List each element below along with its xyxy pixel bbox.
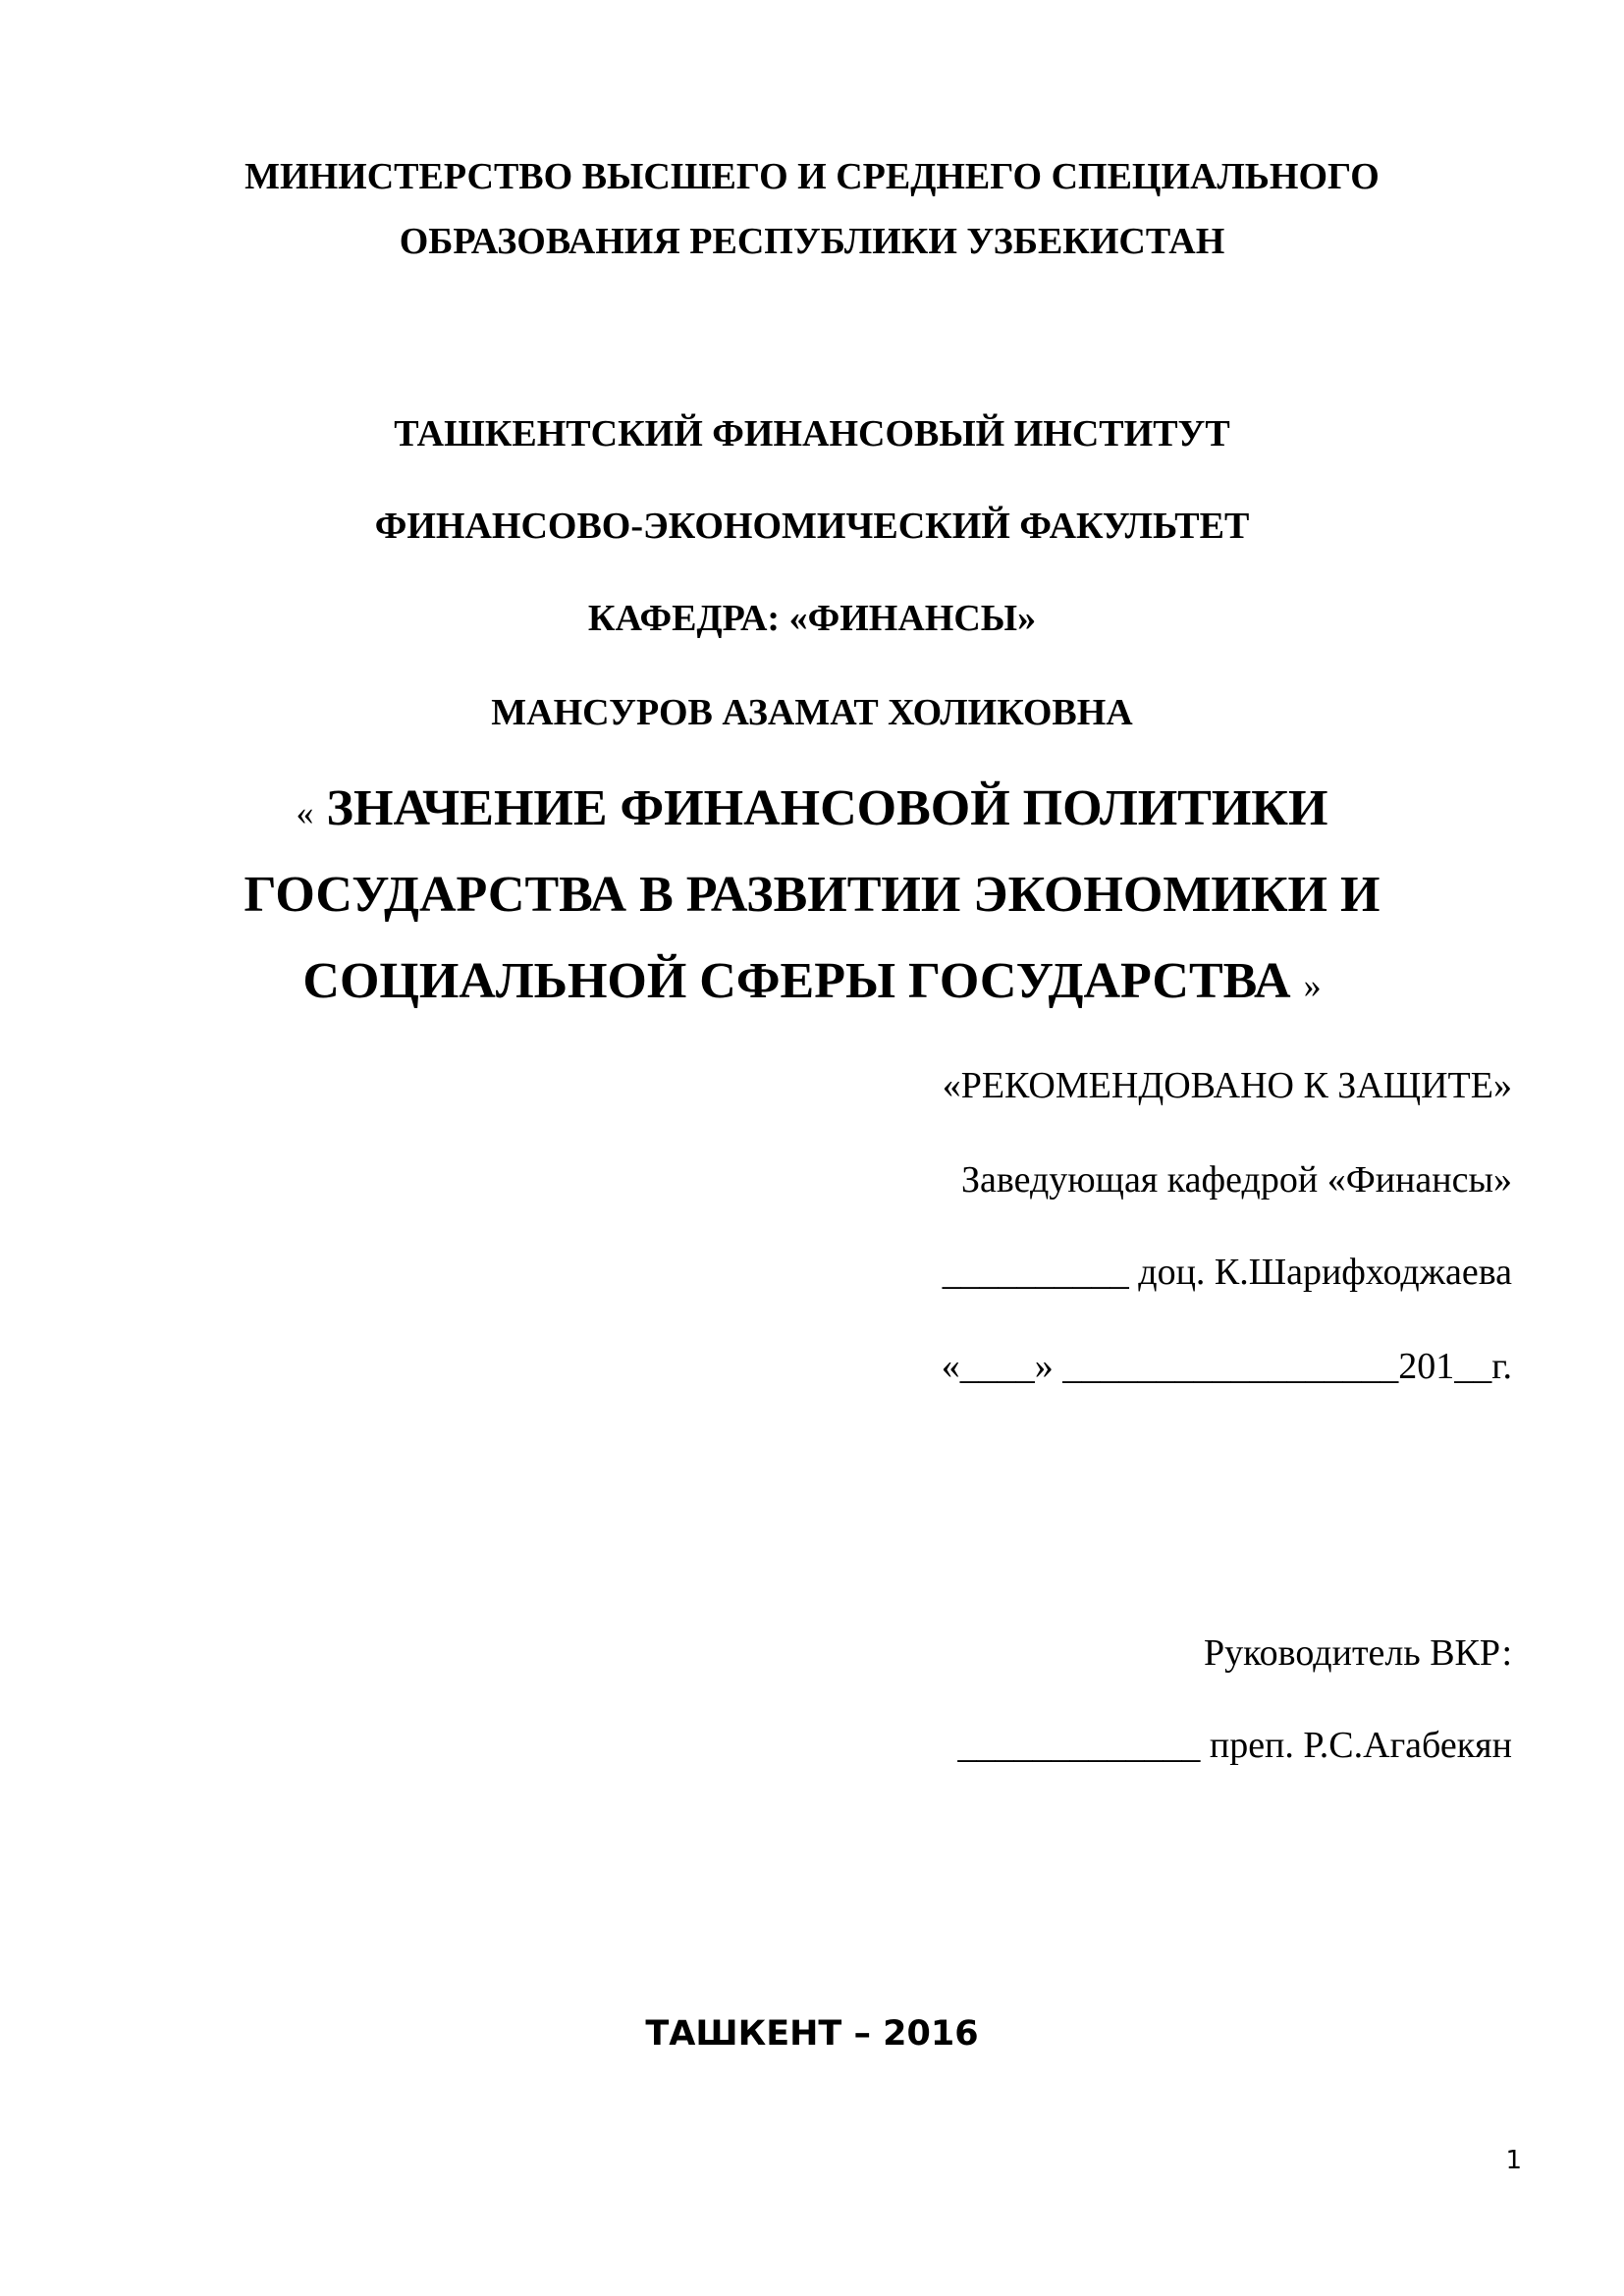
institute-name: ТАШКЕНТСКИЙ ФИНАНСОВЫЙ ИНСТИТУТ — [394, 413, 1230, 454]
recommended-for-defense: «РЕКОМЕНДОВАНО К ЗАЩИТЕ» — [942, 1065, 1512, 1106]
title-close-quote: » — [1303, 966, 1322, 1005]
supervisor-signature: _____________ преп. Р.С.Агабекян — [957, 1725, 1512, 1766]
title-open-quote: « — [296, 793, 314, 832]
page-number: 1 — [1505, 2146, 1522, 2175]
department-head-title: Заведующая кафедрой «Финансы» — [960, 1159, 1512, 1201]
department-head-signature: __________ доц. К.Шарифходжаева — [942, 1252, 1512, 1293]
city-year: ТАШКЕНТ – 2016 — [645, 2014, 979, 2054]
thesis-title-text-1: ЗНАЧЕНИЕ ФИНАНСОВОЙ ПОЛИТИКИ — [326, 780, 1328, 836]
thesis-title-line-3 — [0, 952, 1624, 1010]
thesis-title-line-1 — [0, 779, 1624, 837]
approval-date-line: «____» __________________201__г. — [941, 1346, 1512, 1387]
author-name: МАНСУРОВ АЗАМАТ ХОЛИКОВНА — [491, 692, 1133, 733]
ministry-line-2: ОБРАЗОВАНИЯ РЕСПУБЛИКИ УЗБЕКИСТАН — [399, 221, 1225, 262]
thesis-title-line-2: ГОСУДАРСТВА В РАЗВИТИИ ЭКОНОМИКИ И — [244, 867, 1380, 923]
department-name: КАФЕДРА: «ФИНАНСЫ» — [587, 598, 1037, 639]
faculty-name: ФИНАНСОВО-ЭКОНОМИЧЕСКИЙ ФАКУЛЬТЕТ — [374, 506, 1250, 547]
thesis-title-text-3: СОЦИАЛЬНОЙ СФЕРЫ ГОСУДАРСТВА — [302, 953, 1291, 1009]
ministry-line-1: МИНИСТЕРСТВО ВЫСШЕГО И СРЕДНЕГО СПЕЦИАЛЬНОГО — [244, 156, 1380, 197]
supervisor-label: Руководитель ВКР: — [1204, 1632, 1512, 1674]
